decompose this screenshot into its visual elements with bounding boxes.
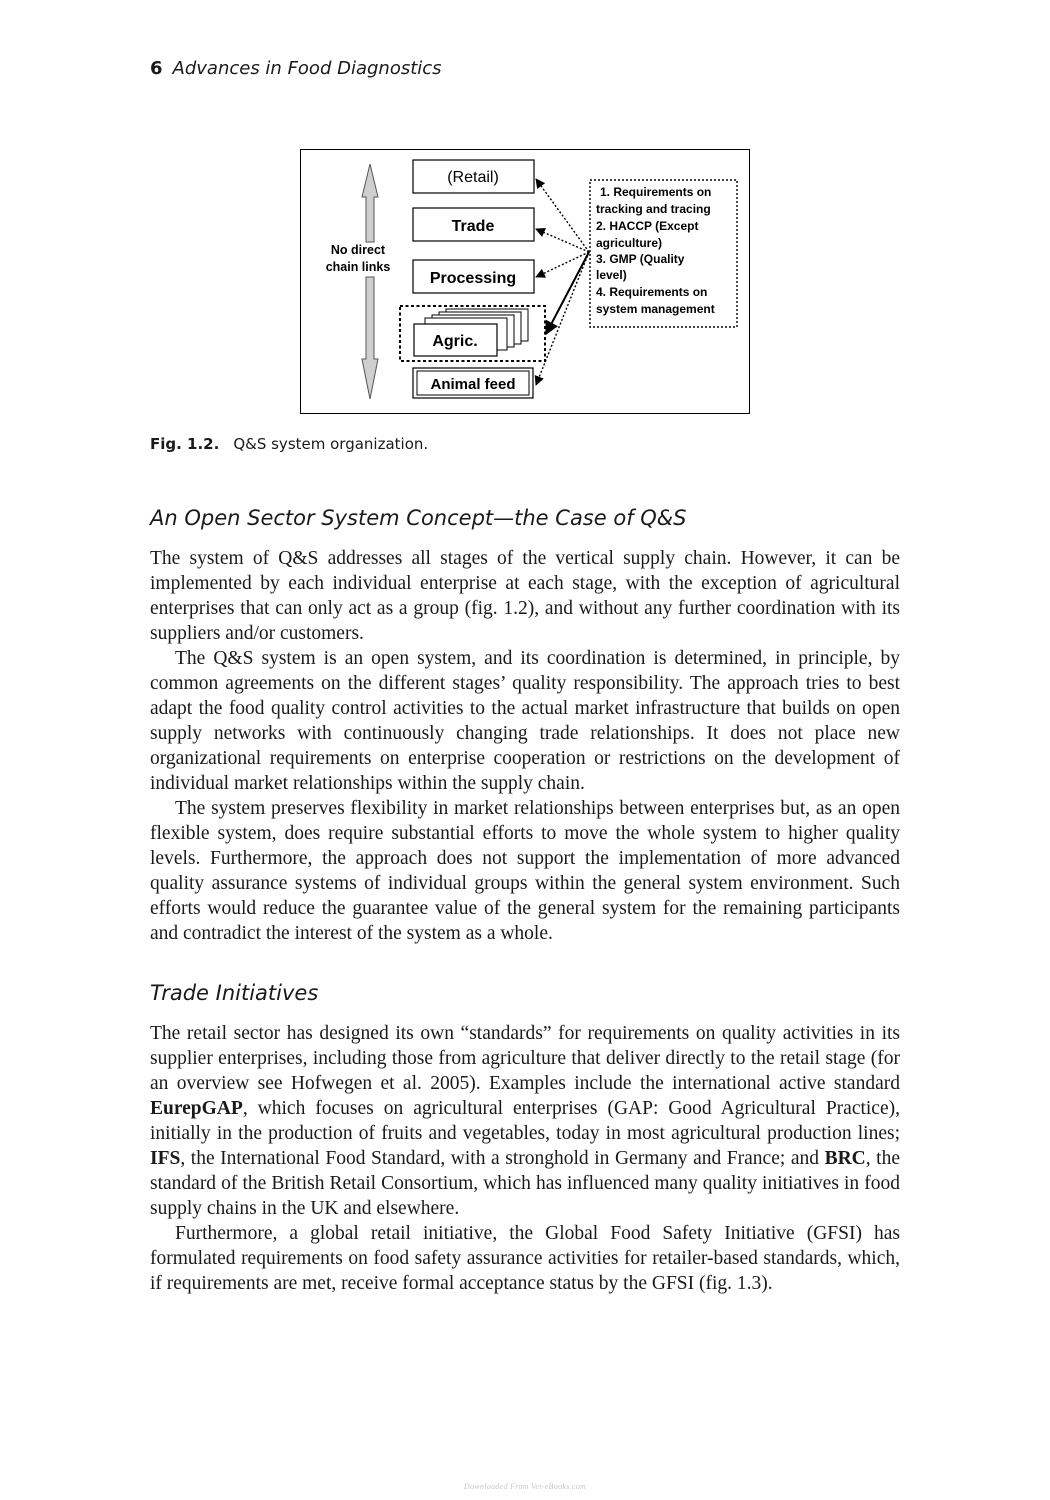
download-stamp: Downloaded From Vet-eBooks.com <box>463 1482 587 1491</box>
caption-text: Q&S system organization. <box>233 435 429 453</box>
standard-ifs: IFS <box>150 1148 181 1169</box>
paragraph <box>150 1021 900 1221</box>
stage-retail-label: (Retail) <box>447 169 499 186</box>
stage-retail <box>413 160 534 193</box>
requirement-line: 2. HACCP (Except <box>596 219 699 233</box>
running-head <box>150 58 442 79</box>
caption-label: Fig. 1.2. <box>150 435 220 453</box>
paragraph: Furthermore, a global retail initiative, the Global Food Safety Initiative (GFSI) has formulated requirements on food safety assurance activities for retailer-based standards, which, if requirements are met, receive formal acceptance status by the GFSI (fig. 1.3). <box>150 1223 900 1294</box>
figure-caption <box>150 435 428 453</box>
stage-processing <box>413 260 534 293</box>
stage-trade-label: Trade <box>451 218 495 235</box>
stage-animal-feed <box>413 368 533 398</box>
requirement-line: system management <box>596 302 715 316</box>
requirement-line: 4. Requirements on <box>596 285 708 299</box>
section-heading-trade-initiatives: Trade Initiatives <box>150 981 319 1005</box>
requirement-line: agriculture) <box>596 236 663 250</box>
text-run: , which focuses on agricultural enterprises (GAP: Good Agricultural Practice), initially in the production of fruits and vegetables, today in most agricultural production lines; <box>150 1098 900 1144</box>
paragraph: The system of Q&S addresses all stages of the vertical supply chain. However, it can be implemented by each individual enterprise at each stage, with the exception of agricultural enterprises that can only act as a group (fig. 1.2), and without any further coordination with its suppliers and/or customers. <box>150 548 900 644</box>
requirement-line: tracking and tracing <box>596 202 711 216</box>
text-run: , the International Food Standard, with a stronghold in Germany and France; and <box>180 1148 825 1169</box>
text-run: , the standard of the British Retail Consortium, which has influenced many quality initiatives in food supply chains in the UK and elsewhere. <box>150 1148 900 1219</box>
figure-qs-organization <box>300 149 750 414</box>
side-label-line1: No direct <box>330 243 386 257</box>
paragraph: The system preserves flexibility in market relationships between enterprises but, as an open flexible system, does require substantial efforts to move the whole system to higher quality levels. Furthermore, the approach does not support the implementation of more advanced quality assurance systems of individual groups within the general system environment. Such efforts would reduce the guarantee value of the general system for the remaining participants and contradict the interest of the system as a whole. <box>150 798 900 944</box>
section-body-trade-initiatives <box>150 1021 900 1296</box>
page-number: 6 <box>150 58 163 79</box>
book-title: Advances in Food Diagnostics <box>172 58 442 79</box>
section-heading-open-sector: An Open Sector System Concept—the Case of Q&S <box>150 506 687 530</box>
standard-eurepgap: EurepGAP <box>150 1098 243 1119</box>
requirement-line: 1. Requirements on <box>600 185 712 199</box>
stage-trade <box>413 208 534 241</box>
section-body-open-sector <box>150 546 900 946</box>
stage-animal-feed-label: Animal feed <box>430 376 516 393</box>
requirement-line: 3. GMP (Quality <box>596 252 685 266</box>
stage-agric-label: Agric. <box>432 333 478 350</box>
text-run: The retail sector has designed its own “standards” for requirements on quality activities in its supplier enterprises, including those from agriculture that deliver directly to the retail stage (for an overview see Hofwegen et al. 2005). Examples include the international active standard <box>150 1023 900 1094</box>
diagram <box>300 149 750 414</box>
paragraph: The Q&S system is an open system, and its coordination is determined, in principle, by common agreements on the different stages’ quality responsibility. The approach tries to best adapt the food quality control activities to the actual market infrastructure that builds on open supply networks with continuously changing trade relationships. It does not place new organizational requirements on enterprise cooperation or restrictions on the development of individual market relationships within the supply chain. <box>150 648 900 794</box>
requirement-line: level) <box>596 268 627 282</box>
standard-brc: BRC <box>824 1148 866 1169</box>
side-label-line2: chain links <box>325 260 391 274</box>
stage-processing-label: Processing <box>429 270 517 287</box>
